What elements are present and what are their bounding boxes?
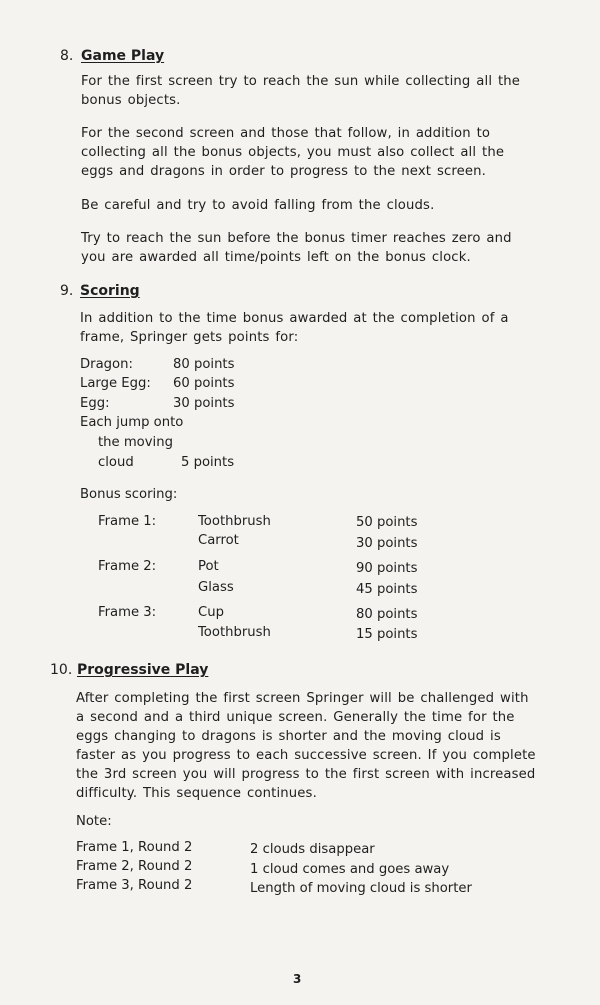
section-10-para: After completing the first screen Springer will be challenged with a second and a third unique screen. Generally the time for the eggs changing to dragons is shorter and the moving cloud is faster as you progress to each successive screen. If you complete the 3rd screen you will progress to the first screen with increased difficulty. This sequence continues.	[76, 691, 536, 801]
note-row-3-round: Frame 3, Round 2	[76, 878, 193, 893]
bonus-frame-2-item-2: Glass	[198, 580, 234, 595]
section-8-para-4: Try to reach the sun before the bonus timer reaches zero and you are awarded all time/points left on the bonus clock.	[81, 231, 512, 265]
section-10-heading: Progressive Play	[77, 662, 209, 678]
section-8-heading: Game Play	[81, 48, 165, 64]
score-jump-line-2: the moving	[98, 435, 173, 450]
section-9-number: 9.	[60, 283, 74, 299]
bonus-frame-2-points-1: 90 points	[356, 561, 418, 576]
section-8-para-2: For the second screen and those that follow, in addition to collecting all the bonus objects, you must also collect all the eggs and dragons in order to progress to the next screen.	[81, 126, 505, 179]
page-number: 3	[293, 972, 302, 986]
score-dragon-value: 80 points	[173, 357, 235, 372]
bonus-frame-1-label: Frame 1:	[98, 514, 157, 529]
note-row-3-effect: Length of moving cloud is shorter	[250, 881, 472, 896]
score-jump-line-1: Each jump onto	[80, 415, 184, 430]
score-large-egg-label: Large Egg:	[80, 376, 151, 391]
section-9-heading: Scoring	[80, 283, 140, 299]
section-8-para-3: Be careful and try to avoid falling from the clouds.	[81, 198, 435, 213]
score-jump-line-3: cloud	[98, 455, 134, 470]
bonus-frame-3-label: Frame 3:	[98, 605, 157, 620]
section-9-intro: In addition to the time bonus awarded at the completion of a frame, Springer gets points for:	[80, 311, 509, 345]
note-row-1-effect: 2 clouds disappear	[250, 842, 375, 857]
bonus-frame-3-points-2: 15 points	[356, 627, 418, 642]
section-10-number: 10.	[50, 662, 73, 678]
note-label: Note:	[76, 814, 112, 829]
bonus-frame-2-points-2: 45 points	[356, 582, 418, 597]
bonus-frame-1-item-2: Carrot	[198, 533, 239, 548]
bonus-scoring-label: Bonus scoring:	[80, 487, 178, 502]
bonus-frame-2-item-1: Pot	[198, 559, 219, 574]
note-row-1-round: Frame 1, Round 2	[76, 840, 193, 855]
section-8-para-1: For the first screen try to reach the sun while collecting all the bonus objects.	[81, 74, 521, 108]
bonus-frame-1-item-1: Toothbrush	[198, 514, 271, 529]
bonus-frame-1-points-1: 50 points	[356, 515, 418, 530]
bonus-frame-3-points-1: 80 points	[356, 607, 418, 622]
bonus-frame-3-item-2: Toothbrush	[198, 625, 271, 640]
score-egg-value: 30 points	[173, 396, 235, 411]
section-8-number: 8.	[60, 48, 74, 64]
bonus-frame-1-points-2: 30 points	[356, 536, 418, 551]
note-row-2-effect: 1 cloud comes and goes away	[250, 862, 450, 877]
score-large-egg-value: 60 points	[173, 376, 235, 391]
bonus-frame-2-label: Frame 2:	[98, 559, 157, 574]
bonus-frame-3-item-1: Cup	[198, 605, 224, 620]
note-row-2-round: Frame 2, Round 2	[76, 859, 193, 874]
score-dragon-label: Dragon:	[80, 357, 133, 372]
score-jump-value: 5 points	[181, 455, 235, 470]
score-egg-label: Egg:	[80, 396, 110, 411]
